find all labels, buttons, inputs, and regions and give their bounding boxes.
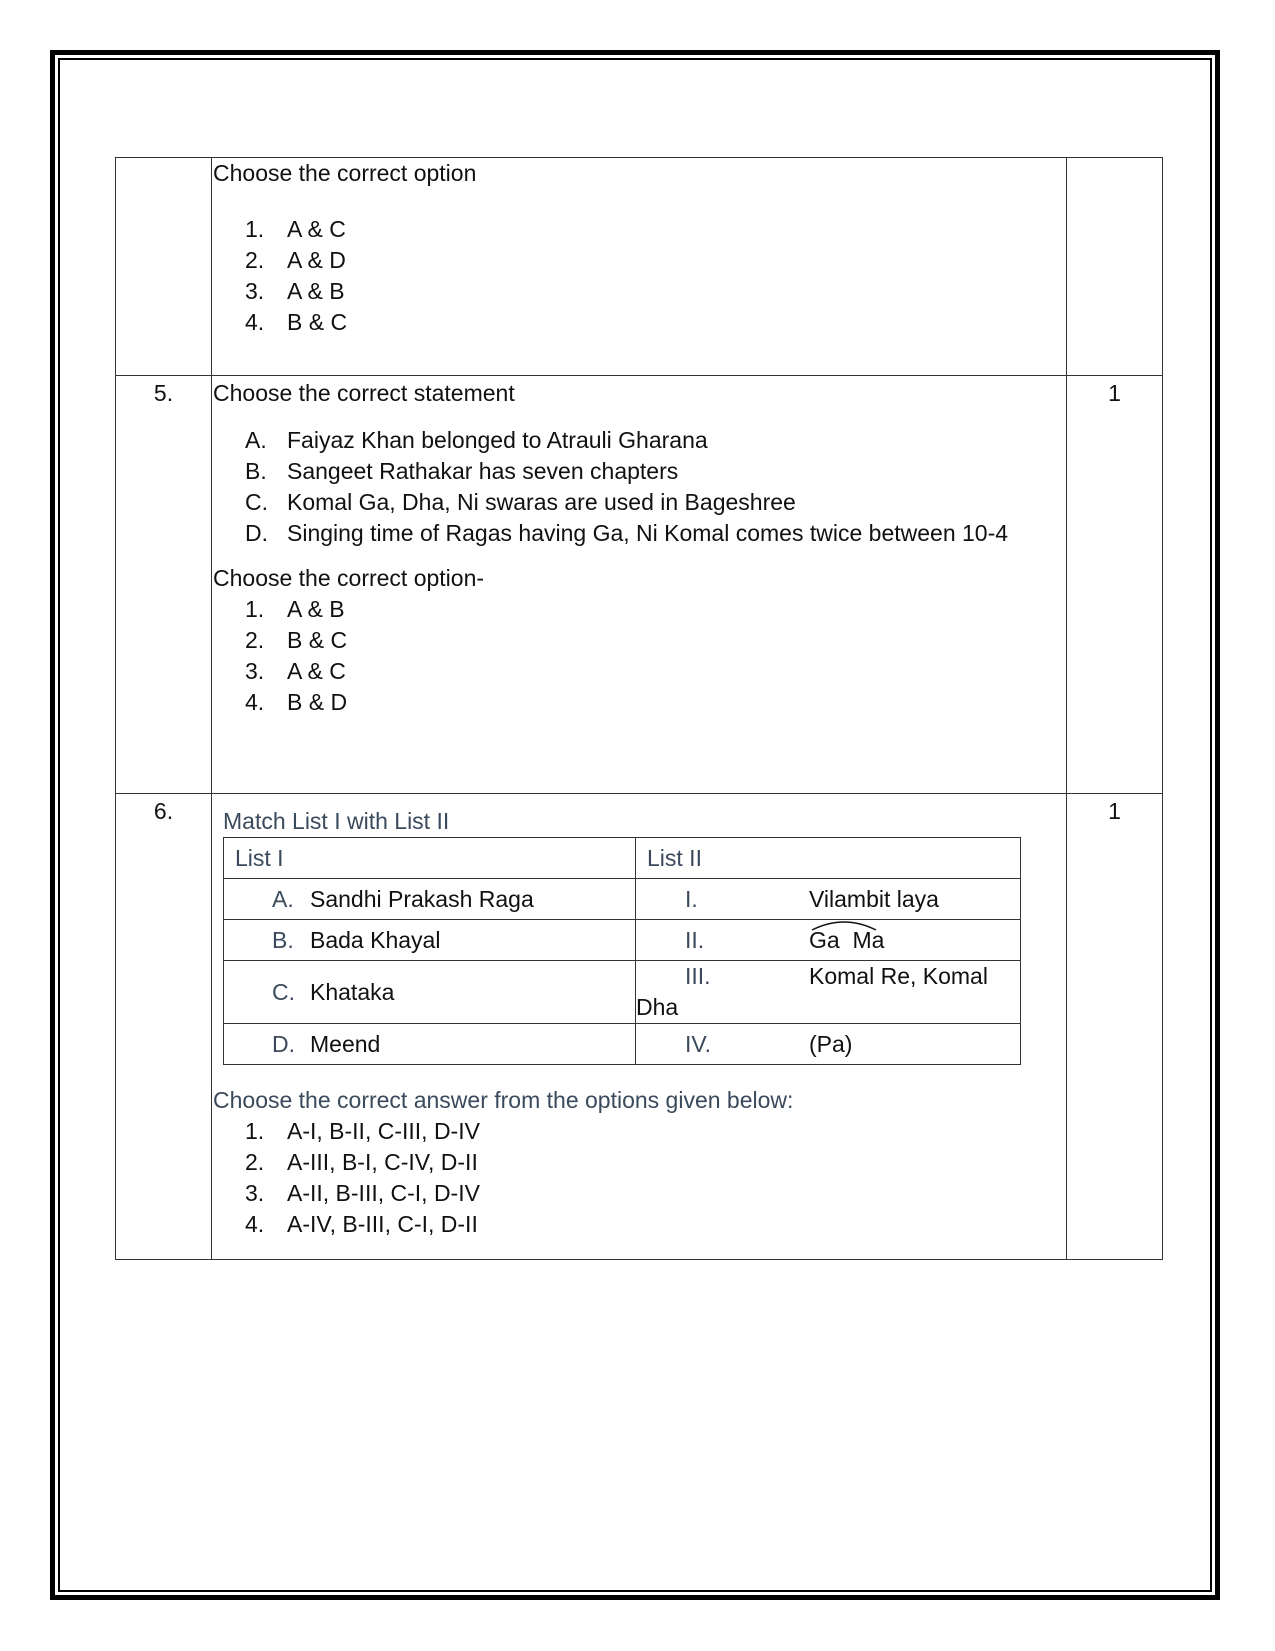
option-list (212, 214, 1066, 338)
statement-text: Komal Ga, Dha, Ni swaras are used in Bageshree (287, 489, 796, 515)
option-marker: 4. (245, 309, 265, 335)
question-body (212, 794, 1067, 1260)
statement-item (212, 518, 1066, 549)
option-item (212, 214, 1066, 245)
option-marker: 3. (245, 1180, 265, 1206)
question-prompt: Choose the correct answer from the options given below: (213, 1087, 794, 1113)
match-left-text: Khataka (310, 978, 395, 1005)
match-left-text: Bada Khayal (310, 926, 441, 953)
match-left-cell (224, 920, 636, 961)
match-right-cell (636, 879, 1021, 920)
option-item (212, 1116, 1066, 1147)
match-left-cell (224, 1024, 636, 1065)
option-marker: 4. (245, 689, 265, 715)
question-marks (1067, 158, 1163, 376)
option-text: B & C (287, 627, 348, 653)
option-text: A-IV, B-III, C-I, D-II (287, 1211, 478, 1237)
match-left-cell (224, 879, 636, 920)
option-item (212, 656, 1066, 687)
option-text: A-II, B-III, C-I, D-IV (287, 1180, 480, 1206)
option-text: A & C (287, 658, 346, 684)
match-right-text: Komal Re, Komal Dha (636, 963, 988, 1020)
match-left-marker: A. (272, 885, 294, 912)
question-row-5 (116, 376, 1163, 794)
match-right-marker: IV. (685, 1030, 712, 1057)
option-marker: 4. (245, 1211, 265, 1237)
match-row (224, 1024, 1021, 1065)
statement-item (212, 487, 1066, 518)
match-right-text: Ga Ma (809, 926, 885, 953)
match-right-marker: I. (685, 885, 698, 912)
statement-marker: A. (245, 427, 267, 453)
match-right-text: Vilambit laya (809, 885, 939, 912)
match-right-marker: III. (685, 963, 711, 989)
question-stem: Match List I with List II (223, 808, 450, 834)
statement-marker: C. (245, 489, 268, 515)
option-item (212, 276, 1066, 307)
meend-arc-icon (809, 917, 879, 931)
statement-text: Singing time of Ragas having Ga, Ni Komal comes twice between 10-4 (287, 520, 1009, 546)
match-right-cell (636, 961, 1021, 1024)
match-header-row (224, 838, 1021, 879)
option-item (212, 1209, 1066, 1240)
match-left-marker: D. (272, 1030, 295, 1057)
question-number: 5. (116, 376, 212, 794)
question-stem: Choose the correct option (213, 160, 477, 186)
option-marker: 2. (245, 627, 265, 653)
option-text: A & B (287, 278, 345, 304)
option-text: A-III, B-I, C-IV, D-II (287, 1149, 478, 1175)
question-table (115, 157, 1163, 1260)
match-right-cell (636, 920, 1021, 961)
match-table (223, 837, 1021, 1065)
question-body (212, 376, 1067, 794)
option-item (212, 594, 1066, 625)
match-left-marker: C. (272, 978, 295, 1005)
option-marker: 3. (245, 278, 265, 304)
option-marker: 3. (245, 658, 265, 684)
option-marker: 2. (245, 247, 265, 273)
option-marker: 2. (245, 1149, 265, 1175)
option-marker: 1. (245, 596, 265, 622)
question-body (212, 158, 1067, 376)
option-item (212, 687, 1066, 718)
question-number (116, 158, 212, 376)
option-text: A & D (287, 247, 346, 273)
option-text: A-I, B-II, C-III, D-IV (287, 1118, 480, 1144)
option-marker: 1. (245, 216, 265, 242)
question-prompt: Choose the correct option- (213, 565, 485, 591)
match-row (224, 879, 1021, 920)
match-left-cell (224, 961, 636, 1024)
option-item (212, 307, 1066, 338)
match-right-text: (Pa) (809, 1030, 853, 1057)
option-text: A & B (287, 596, 345, 622)
option-item (212, 1147, 1066, 1178)
option-text: B & D (287, 689, 348, 715)
question-row-continued (116, 158, 1163, 376)
statement-item (212, 425, 1066, 456)
question-marks: 1 (1067, 794, 1163, 1260)
match-row (224, 920, 1021, 961)
question-marks: 1 (1067, 376, 1163, 794)
statement-item (212, 456, 1066, 487)
option-text: A & C (287, 216, 346, 242)
question-number: 6. (116, 794, 212, 1260)
match-left-marker: B. (272, 926, 294, 953)
match-left-text: Meend (310, 1030, 381, 1057)
statement-text: Sangeet Rathakar has seven chapters (287, 458, 679, 484)
option-list (212, 1116, 1066, 1240)
match-row (224, 961, 1021, 1024)
statement-text: Faiyaz Khan belonged to Atrauli Gharana (287, 427, 708, 453)
match-left-text: Sandhi Prakash Raga (310, 885, 534, 912)
option-item (212, 625, 1066, 656)
option-text: B & C (287, 309, 348, 335)
option-item (212, 1178, 1066, 1209)
statement-list (212, 425, 1066, 549)
match-right-cell (636, 1024, 1021, 1065)
question-stem: Choose the correct statement (213, 380, 515, 406)
option-list (212, 594, 1066, 718)
question-row-6 (116, 794, 1163, 1260)
match-header-left: List I (224, 838, 636, 879)
match-right-marker: II. (685, 926, 705, 953)
match-header-right: List II (636, 838, 1021, 879)
option-item (212, 245, 1066, 276)
statement-marker: B. (245, 458, 267, 484)
meend-notation (809, 925, 884, 956)
statement-marker: D. (245, 520, 268, 546)
option-marker: 1. (245, 1118, 265, 1144)
